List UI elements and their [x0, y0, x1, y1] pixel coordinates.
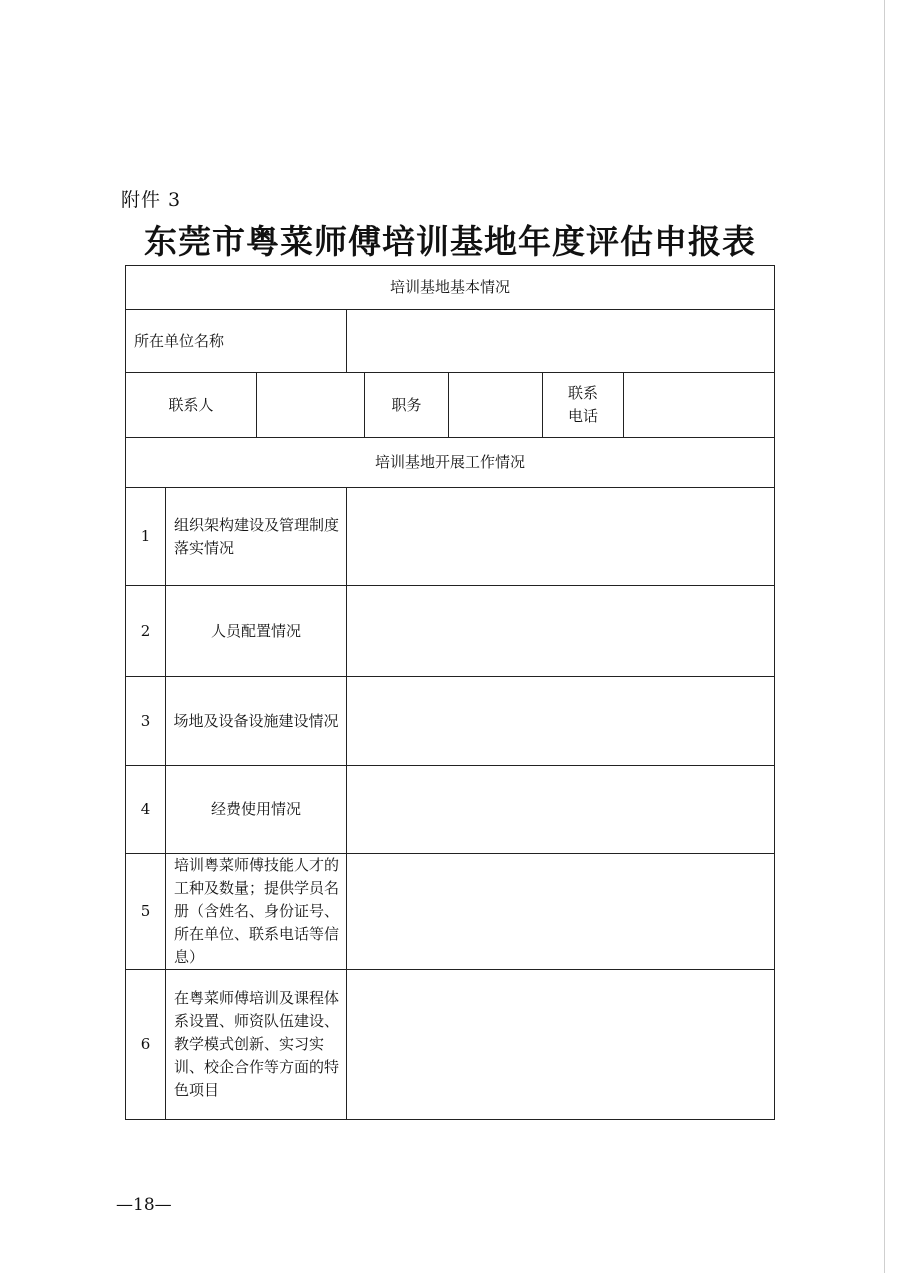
work-section-header: 培训基地开展工作情况: [126, 438, 775, 488]
work-item-field[interactable]: [347, 488, 775, 586]
work-item-row: [126, 488, 775, 586]
work-item-field[interactable]: [347, 677, 775, 766]
work-item-row: [126, 586, 775, 677]
work-item-row: [126, 854, 775, 970]
phone-label-line2: 电话: [567, 407, 598, 425]
application-form-table: [125, 265, 775, 1120]
work-item-field[interactable]: [347, 766, 775, 854]
work-item-label: 培训粤菜师傅技能人才的工种及数量；提供学员名册（含姓名、身份证号、所在单位、联系电话等信息）: [166, 854, 347, 970]
attachment-label: 附件 3: [121, 189, 182, 211]
work-item-label: 场地及设备设施建设情况: [166, 677, 347, 766]
work-item-label: 经费使用情况: [166, 766, 347, 854]
work-item-row: [126, 970, 775, 1120]
work-item-number: 2: [126, 586, 166, 677]
work-item-field[interactable]: [347, 854, 775, 970]
work-item-label: 在粤菜师傅培训及课程体系设置、师资队伍建设、教学模式创新、实习实训、校企合作等方面的特色项目: [166, 970, 347, 1120]
work-item-row: [126, 677, 775, 766]
work-item-number: 1: [126, 488, 166, 586]
unit-name-field[interactable]: [347, 310, 775, 373]
work-item-number: 6: [126, 970, 166, 1120]
work-item-field[interactable]: [347, 586, 775, 677]
work-item-label: 人员配置情况: [166, 586, 347, 677]
position-field[interactable]: [449, 373, 543, 438]
phone-field[interactable]: [624, 373, 775, 438]
phone-label-line1: 联系: [567, 384, 598, 402]
phone-label: [543, 373, 624, 438]
contact-person-field[interactable]: [257, 373, 365, 438]
basic-info-section-header: 培训基地基本情况: [126, 266, 775, 310]
contact-person-label: 联系人: [126, 373, 257, 438]
work-item-number: 4: [126, 766, 166, 854]
page-edge-line: [884, 0, 885, 1273]
form-title: 东莞市粤菜师傅培训基地年度评估申报表: [144, 222, 756, 261]
work-item-label: 组织架构建设及管理制度落实情况: [166, 488, 347, 586]
work-item-row: [126, 766, 775, 854]
work-item-number: 5: [126, 854, 166, 970]
work-item-field[interactable]: [347, 970, 775, 1120]
work-item-number: 3: [126, 677, 166, 766]
page-number: —18—: [116, 1195, 172, 1215]
position-label: 职务: [365, 373, 449, 438]
unit-name-label: 所在单位名称: [126, 310, 347, 373]
